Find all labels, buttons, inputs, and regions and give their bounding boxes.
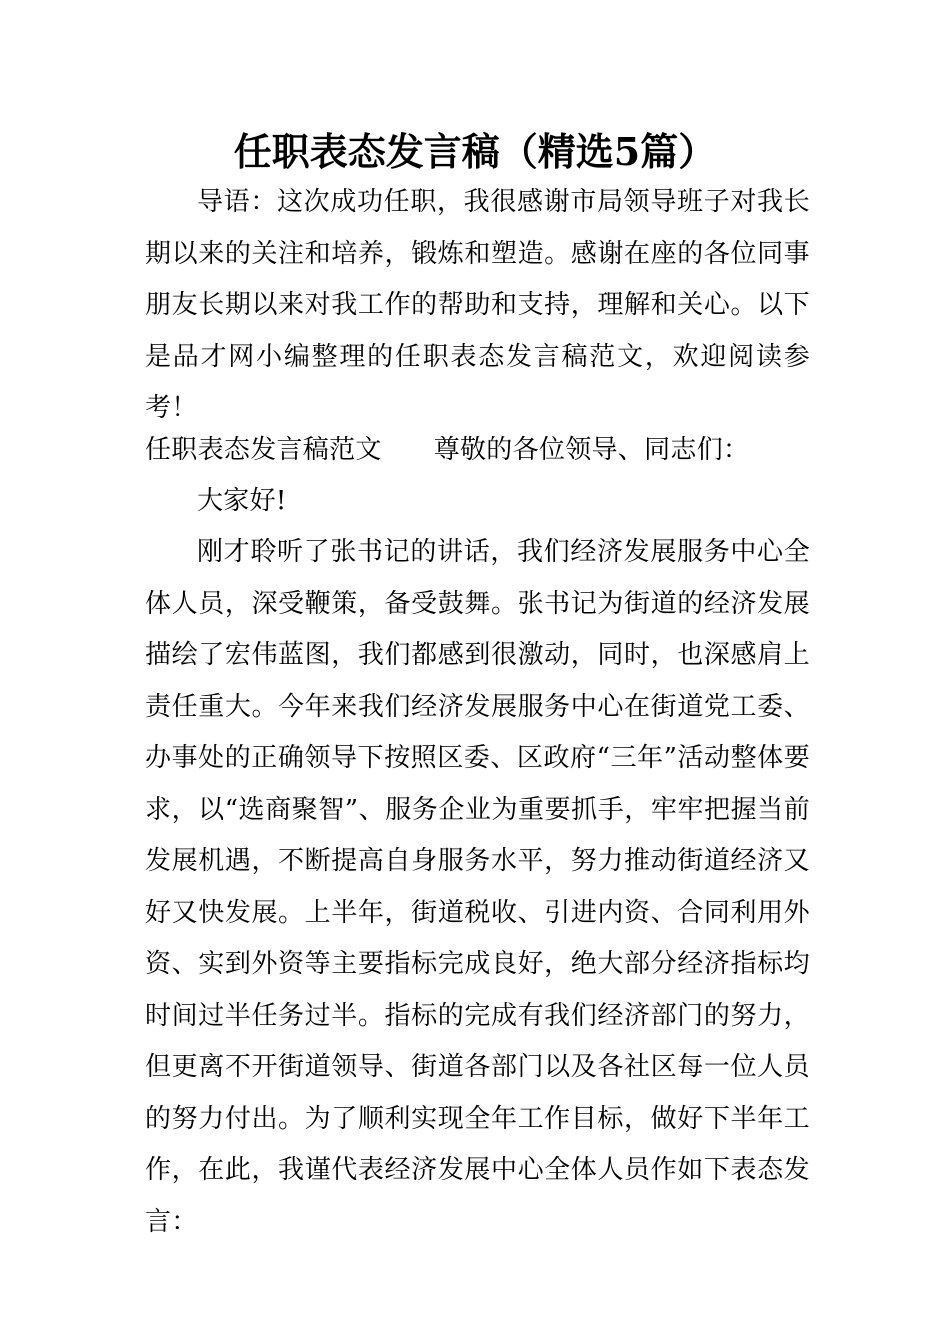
salutation: 尊敬的各位领导、同志们： — [433, 435, 750, 465]
intro-paragraph: 导语：这次成功任职，我很感谢市局领导班子对我长期以来的关注和培养，锻炼和塑造。感谢在座的各位同事朋友长期以来对我工作的帮助和支持，理解和关心。以下是品才网小编整理的任职表态发言稿范文，欢迎阅读参考！ — [145, 187, 810, 423]
main-paragraph: 刚才聆听了张书记的讲话，我们经济发展服务中心全体人员，深受鞭策，备受鼓舞。张书记为街道的经济发展描绘了宏伟蓝图，我们都感到很激动，同时，也深感肩上责任重大。今年来我们经济发展服务中心在街道党工委、办事处的正确领导下按照区委、区政府“三年”活动整体要求，以“选商聚智”、服务企业为重要抓手，牢牢把握当前发展机遇，不断提高自身服务水平，努力推动街道经济又好又快发展。上半年，街道税收、引进内资、合同利用外资、实到外资等主要指标完成良好，绝大部分经济指标均时间过半任务过半。指标的完成有我们经济部门的努力，但更离不开街道领导、街道各部门以及各社区每一位人员的努力付出。为了顺利实现全年工作目标，做好下半年工作，在此，我谨代表经济发展中心全体人员作如下表态发言： — [145, 537, 810, 1237]
section-heading: 任职表态发言稿范文 — [145, 435, 382, 465]
section-heading-line — [145, 425, 810, 477]
document-title: 任职表态发言稿（精选5篇） — [233, 129, 717, 174]
greeting: 大家好! — [197, 486, 287, 516]
